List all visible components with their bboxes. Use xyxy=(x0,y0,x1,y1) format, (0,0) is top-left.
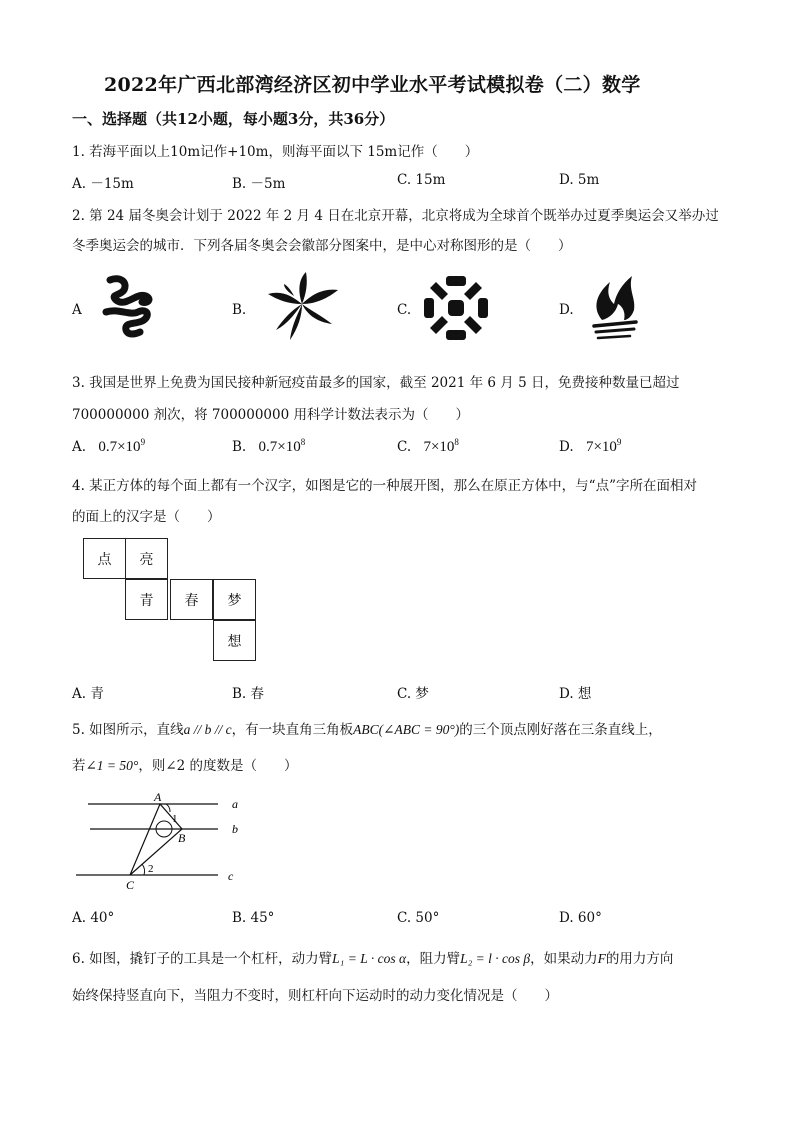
q5-stem-line1 xyxy=(72,718,662,738)
net-cell-qing: 青 xyxy=(125,579,168,620)
q6-stem-mid: ，阻力臂 xyxy=(406,951,461,967)
q3-option-b-base: 0.7×10 xyxy=(258,439,301,455)
q3-stem-line1: 3. 我国是世界上免费为国民接种新冠疫苗最多的国家，截至 2021 年 6 月 5 日，免费接种数量已超过 xyxy=(72,375,680,391)
emblem-a-icon xyxy=(96,272,162,340)
q5-stem-line2 xyxy=(72,754,298,774)
fig-label-c: c xyxy=(228,869,234,883)
q3-option-b-label: B. xyxy=(232,439,247,455)
q5-stem-angle: ∠1 = 50° xyxy=(85,758,139,773)
fig-label-A: A xyxy=(154,790,162,804)
q5-stem-post: 的三个顶点刚好落在三条直线上， xyxy=(459,722,662,738)
q6-stem-pre: 6. 如图，撬钉子的工具是一个杠杆，动力臂 xyxy=(72,951,333,967)
q3-option-d-label: D. xyxy=(559,439,574,455)
q5-stem-line2-post: ，则∠2 的度数是（ ） xyxy=(138,758,298,774)
section-heading: 一、选择题（共12小题，每小题3分，共36分） xyxy=(72,110,395,128)
emblem-b-icon xyxy=(262,270,342,342)
q6-stem-line2: 始终保持竖直向下，当阻力不变时，则杠杆向下运动时的动力变化情况是（ ） xyxy=(72,988,558,1004)
q6-stem-L2: L₂ = l · cos β xyxy=(460,951,531,966)
emblem-d-icon xyxy=(588,274,642,344)
net-cell-liang: 亮 xyxy=(125,538,168,579)
q5-stem-pre: 5. 如图所示，直线 xyxy=(72,722,184,738)
q4-option-b[interactable]: B. 春 xyxy=(232,686,265,702)
net-cell-dian: 点 xyxy=(83,538,126,579)
q1-stem: 1. 若海平面以上10m记作+10m，则海平面以下 15m记作（ ） xyxy=(72,144,479,160)
q3-option-a-base: 0.7×10 xyxy=(98,439,141,455)
q3-option-d-exp: 9 xyxy=(616,437,622,447)
net-cell-chun: 春 xyxy=(170,579,213,620)
fig-label-b: b xyxy=(232,822,238,836)
q2-option-a-label[interactable]: A xyxy=(72,302,82,318)
fig-label-B: B xyxy=(178,831,186,845)
q5-stem-mid: ，有一块直角三角板 xyxy=(231,722,354,738)
parallel-lines-figure xyxy=(72,788,252,894)
q3-option-a-label: A. xyxy=(72,439,87,455)
q6-stem-line1 xyxy=(72,947,673,967)
q2-stem-line1: 2. 第 24 届冬奥会计划于 2022 年 2 月 4 日在北京开幕，北京将成为全球首个既举办过夏季奥运会又举办过 xyxy=(72,208,719,224)
q6-stem-post: ，如果动力 xyxy=(530,951,598,967)
q3-option-a-exp: 9 xyxy=(140,437,146,447)
q4-option-d[interactable]: D. 想 xyxy=(559,686,592,702)
q3-option-c-base: 7×10 xyxy=(423,439,455,455)
q4-stem-line2: 的面上的汉字是（ ） xyxy=(72,509,221,525)
emblem-c-icon xyxy=(422,274,490,342)
q6-stem-L1: L₁ = L · cos α xyxy=(332,951,407,966)
q3-option-c-exp: 8 xyxy=(454,437,459,447)
q5-stem-lines: a // b // c xyxy=(183,722,232,737)
q2-option-b-label[interactable]: B. xyxy=(232,302,247,318)
q3-option-c-label: C. xyxy=(397,439,412,455)
q3-option-b-exp: 8 xyxy=(300,437,306,447)
q6-stem-post2: 的用力方向 xyxy=(605,951,674,967)
q5-stem-abc: ABC(∠ABC = 90°) xyxy=(353,722,460,737)
net-cell-xiang: 想 xyxy=(213,620,256,661)
q1-option-b[interactable]: B. －5m xyxy=(232,176,286,192)
q3-stem-line2: 700000000 剂次，将 700000000 用科学计数法表示为（ ） xyxy=(72,407,469,423)
q5-option-d[interactable]: D. 60° xyxy=(559,910,602,926)
fig-label-angle1: 1 xyxy=(172,813,178,825)
fig-label-C: C xyxy=(126,878,135,892)
q2-option-d-label[interactable]: D. xyxy=(559,302,574,318)
q3-option-a[interactable] xyxy=(72,437,145,456)
q4-stem-line1: 4. 某正方体的每个面上都有一个汉字，如图是它的一种展开图，那么在原正方体中，与“点”字所在面相对 xyxy=(72,478,697,494)
q2-stem-line2: 冬季奥运会的城市．下列各届冬奥会会徽部分图案中，是中心对称图形的是（ ） xyxy=(72,238,572,254)
q5-option-b[interactable]: B. 45° xyxy=(232,910,275,926)
q2-option-c-label[interactable]: C. xyxy=(397,302,412,318)
q1-option-c[interactable]: C. 15m xyxy=(397,172,446,188)
q3-option-d-base: 7×10 xyxy=(585,439,617,455)
q5-option-c[interactable]: C. 50° xyxy=(397,910,440,926)
q4-option-c[interactable]: C. 梦 xyxy=(397,686,429,702)
q3-option-c[interactable] xyxy=(397,437,459,456)
q3-option-d[interactable] xyxy=(559,437,621,456)
q4-option-a[interactable]: A. 青 xyxy=(72,686,104,702)
q3-option-b[interactable] xyxy=(232,437,305,456)
q1-option-a[interactable]: A. －15m xyxy=(72,176,134,192)
fig-label-angle2: 2 xyxy=(148,863,154,875)
fig-label-a: a xyxy=(232,797,238,811)
page-title: 2022年广西北部湾经济区初中学业水平考试模拟卷（二）数学 xyxy=(104,74,641,96)
q5-stem-line2-pre: 若 xyxy=(72,758,86,774)
net-cell-meng: 梦 xyxy=(213,579,256,620)
q5-option-a[interactable]: A. 40° xyxy=(72,910,115,926)
q1-option-d[interactable]: D. 5m xyxy=(559,172,600,188)
q6-stem-F: F xyxy=(597,951,606,966)
